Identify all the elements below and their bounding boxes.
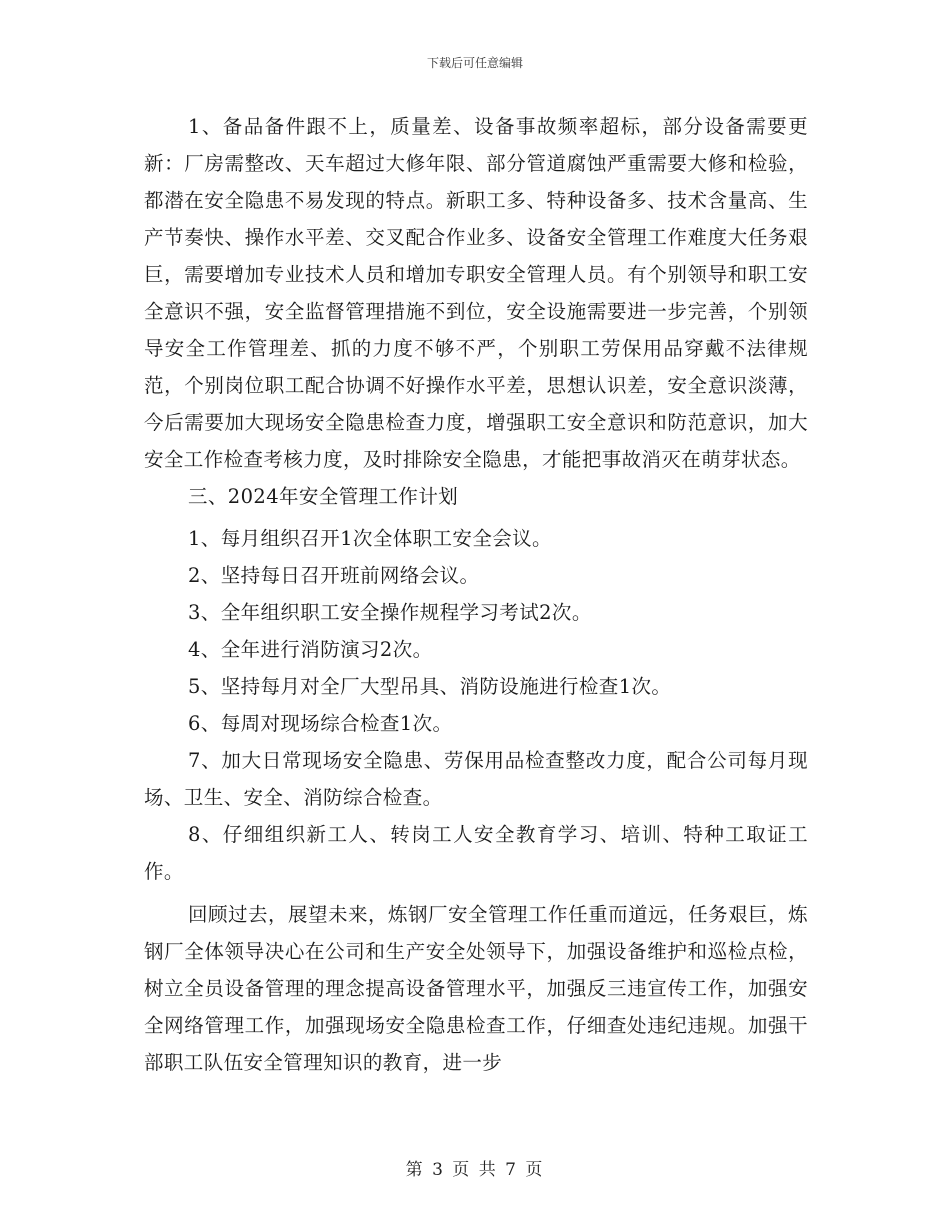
plan-item: 5、坚持每月对全厂大型吊具、消防设施进行检查1次。 [188,675,672,698]
plan-item: 7、加大日常现场安全隐患、劳保用品检查整改力度，配合公司每月现场、卫生、安全、消防综合检查。 [144,749,808,809]
paragraph-closing: 回顾过去，展望未来，炼钢厂安全管理工作任重而道远，任务艰巨，炼钢厂全体领导决心在公司和生产安全处领导下，加强设备维护和巡检点检，树立全员设备管理的理念提高设备管理水平，加强反三违宣传工作，加强安全网络管理工作，加强现场安全隐患检查工作，仔细查处违纪违规。加强干部职工队伍安全管理知识的教育，进一步 [144,903,808,1074]
plan-item: 4、全年进行消防演习2次。 [188,638,433,661]
plan-item: 1、每月组织召开1次全体职工安全会议。 [188,527,552,550]
document-body [144,108,808,1081]
paragraph-problems: 1、备品备件跟不上，质量差、设备事故频率超标，部分设备需要更新：厂房需整改、天车超过大修年限、部分管道腐蚀严重需要大修和检验，都潜在安全隐患不易发现的特点。新职工多、特种设备多、技术含量高、生产节奏快、操作水平差、交叉配合作业多、设备安全管理工作难度大任务艰巨，需要增加专业技术人员和增加专职安全管理人员。有个别领导和职工安全意识不强，安全监督管理措施不到位，安全设施需要进一步完善，个别领导安全工作管理差、抓的力度不够不严，个别职工劳保用品穿戴不法律规范，个别岗位职工配合协调不好操作水平差，思想认识差，安全意识淡薄，今后需要加大现场安全隐患检查力度，增强职工安全意识和防范意识，加大安全工作检查考核力度，及时排除安全隐患，才能把事故消灭在萌芽状态。 [144,115,808,471]
page-number: 第 3 页 共 7 页 [405,1160,545,1180]
plan-item: 2、坚持每日召开班前网络会议。 [188,564,480,587]
header-note: 下载后可任意编辑 [426,56,523,70]
section-heading: 三、2024年安全管理工作计划 [188,485,459,508]
plan-item: 3、全年组织职工安全操作规程学习考试2次。 [188,601,592,624]
plan-item: 8、仔细组织新工人、转岗工人安全教育学习、培训、特种工取证工作。 [144,823,808,883]
plan-item: 6、每周对现场综合检查1次。 [188,712,453,735]
